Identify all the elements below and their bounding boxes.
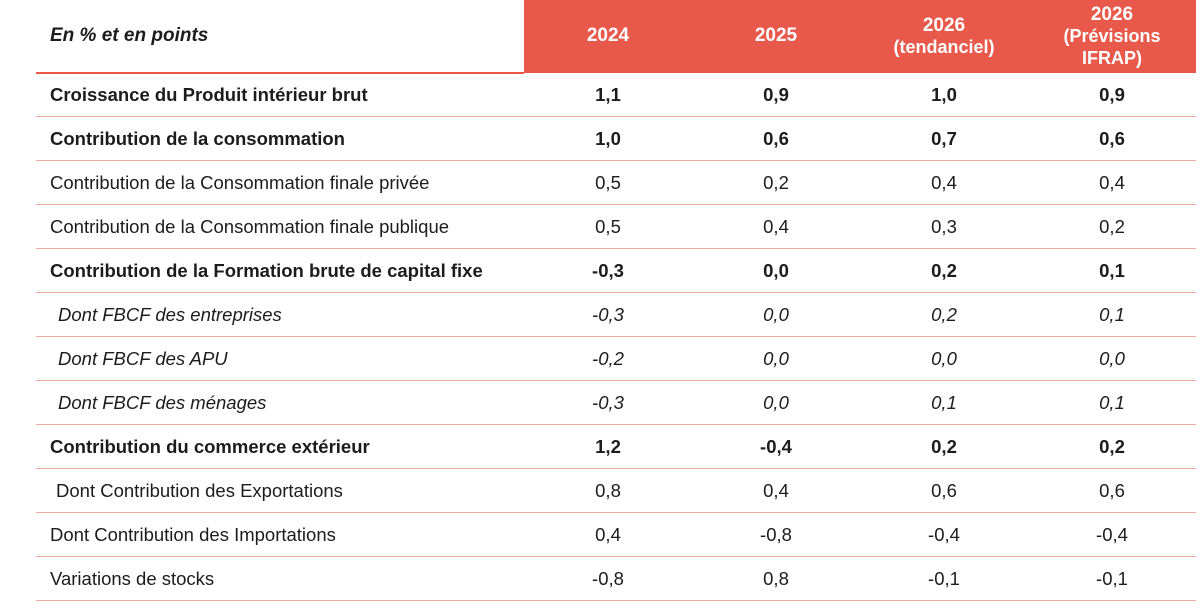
row-label: Contribution du commerce extérieur [36, 425, 524, 469]
row-value-2024: -0,8 [524, 557, 692, 601]
table-row [36, 425, 1196, 469]
row-value-2026-tendanciel: 0,1 [860, 381, 1028, 425]
table-row [36, 161, 1196, 205]
row-value-2024: 0,5 [524, 205, 692, 249]
table-row [36, 293, 1196, 337]
row-value-2026-tendanciel: 0,2 [860, 425, 1028, 469]
row-label: Croissance du Produit intérieur brut [36, 73, 524, 117]
row-value-2024: -0,3 [524, 249, 692, 293]
row-value-2026-ifrap: 0,1 [1028, 293, 1196, 337]
header-unit-label: En % et en points [36, 0, 524, 73]
row-value-2026-tendanciel: 0,4 [860, 161, 1028, 205]
table-row [36, 513, 1196, 557]
table-row [36, 337, 1196, 381]
row-label: Contribution de la Consommation finale publique [36, 205, 524, 249]
row-value-2026-ifrap: 0,6 [1028, 117, 1196, 161]
row-value-2025: 0,0 [692, 293, 860, 337]
row-value-2026-tendanciel: -0,4 [860, 513, 1028, 557]
row-label: Contribution de la Formation brute de capital fixe [36, 249, 524, 293]
row-value-2026-ifrap: 0,2 [1028, 425, 1196, 469]
header-sub-2026-ifrap: (Prévisions IFRAP) [1063, 26, 1161, 68]
row-value-2025: 0,6 [692, 117, 860, 161]
row-label: Dont Contribution des Importations [36, 513, 524, 557]
row-value-2024: 1,0 [524, 117, 692, 161]
row-value-2025: 0,4 [692, 205, 860, 249]
row-label: Dont FBCF des ménages [36, 381, 524, 425]
header-year-2026-tendanciel: 2026 [922, 14, 966, 36]
row-label: Variations de stocks [36, 557, 524, 601]
row-label: Contribution de la Consommation finale privée [36, 161, 524, 205]
table-row [36, 117, 1196, 161]
header-sub-2026-tendanciel: (tendanciel) [893, 37, 995, 58]
table-row [36, 249, 1196, 293]
table-row [36, 73, 1196, 117]
row-value-2026-tendanciel: -0,1 [860, 557, 1028, 601]
header-column-2024 [524, 0, 692, 73]
table-row [36, 469, 1196, 513]
table-header [36, 0, 1196, 73]
row-value-2026-tendanciel: 0,3 [860, 205, 1028, 249]
row-value-2025: 0,0 [692, 249, 860, 293]
row-value-2024: 1,1 [524, 73, 692, 117]
row-value-2025: 0,0 [692, 337, 860, 381]
row-value-2025: 0,2 [692, 161, 860, 205]
header-column-2026-tendanciel [860, 0, 1028, 73]
row-value-2026-ifrap: -0,4 [1028, 513, 1196, 557]
economic-forecast-table [36, 0, 1196, 601]
row-value-2026-ifrap: 0,9 [1028, 73, 1196, 117]
row-value-2026-tendanciel: 0,6 [860, 469, 1028, 513]
table-row [36, 205, 1196, 249]
row-value-2024: 0,4 [524, 513, 692, 557]
header-year-2025: 2025 [754, 25, 798, 47]
row-value-2024: 0,5 [524, 161, 692, 205]
row-value-2026-ifrap: 0,1 [1028, 249, 1196, 293]
row-value-2025: 0,4 [692, 469, 860, 513]
table-row [36, 381, 1196, 425]
row-value-2024: 0,8 [524, 469, 692, 513]
row-value-2024: -0,3 [524, 381, 692, 425]
row-value-2026-tendanciel: 0,2 [860, 293, 1028, 337]
row-value-2025: 0,0 [692, 381, 860, 425]
row-value-2024: -0,3 [524, 293, 692, 337]
row-value-2024: 1,2 [524, 425, 692, 469]
row-value-2025: 0,9 [692, 73, 860, 117]
row-value-2025: -0,8 [692, 513, 860, 557]
header-column-2025 [692, 0, 860, 73]
row-value-2026-ifrap: 0,4 [1028, 161, 1196, 205]
row-label: Contribution de la consommation [36, 117, 524, 161]
table-row [36, 557, 1196, 601]
header-column-2026-ifrap [1028, 0, 1196, 73]
row-label: Dont Contribution des Exportations [36, 469, 524, 513]
row-value-2026-tendanciel: 1,0 [860, 73, 1028, 117]
header-year-2026-ifrap: 2026 [1090, 4, 1134, 25]
header-year-2024: 2024 [586, 25, 630, 47]
row-value-2026-ifrap: 0,2 [1028, 205, 1196, 249]
row-value-2026-ifrap: -0,1 [1028, 557, 1196, 601]
row-label: Dont FBCF des APU [36, 337, 524, 381]
row-value-2026-ifrap: 0,0 [1028, 337, 1196, 381]
row-value-2026-tendanciel: 0,0 [860, 337, 1028, 381]
row-value-2026-tendanciel: 0,2 [860, 249, 1028, 293]
row-value-2026-ifrap: 0,6 [1028, 469, 1196, 513]
row-value-2025: 0,8 [692, 557, 860, 601]
row-label: Dont FBCF des entreprises [36, 293, 524, 337]
table-header-row [36, 0, 1196, 73]
row-value-2026-tendanciel: 0,7 [860, 117, 1028, 161]
table-body [36, 73, 1196, 601]
row-value-2026-ifrap: 0,1 [1028, 381, 1196, 425]
row-value-2025: -0,4 [692, 425, 860, 469]
row-value-2024: -0,2 [524, 337, 692, 381]
